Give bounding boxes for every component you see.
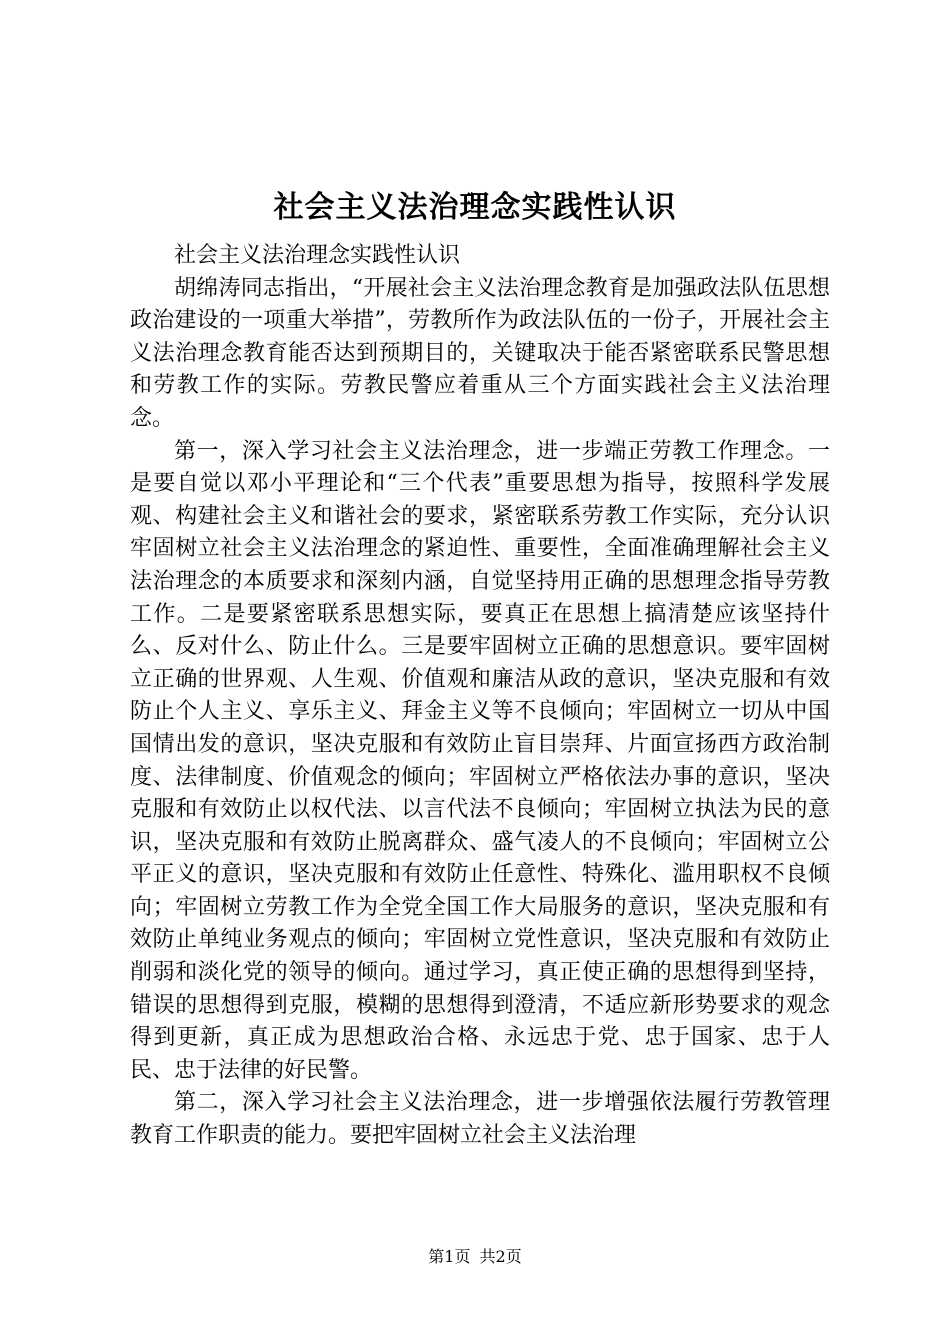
paragraph-intro: 胡绵涛同志指出，“开展社会主义法治理念教育是加强政法队伍思想政治建设的一项重大举措”，劳教所作为政法队伍的一份子，开展社会主义法治理念教育能否达到预期目的，关键取决于能否紧密联系民警思想和劳教工作的实际。劳教民警应着重从三个方面实践社会主义法治理念。 bbox=[130, 275, 830, 431]
page-footer bbox=[0, 1244, 950, 1267]
paragraph-first: 第一，深入学习社会主义法治理念，进一步端正劳教工作理念。一是要自觉以邓小平理论和“三个代表”重要思想为指导，按照科学发展观、构建社会主义和谐社会的要求，紧密联系劳教工作实际，充分认识牢固树立社会主义法治理念的紧迫性、重要性，全面准确理解社会主义法治理念的本质要求和深刻内涵，自觉坚持用正确的思想理念指导劳教工作。二是要紧密联系思想实际，要真正在思想上搞清楚应该坚持什么、反对什么、防止什么。三是要牢固树立正确的思想意识。要牢固树立正确的世界观、人生观、价值观和廉洁从政的意识，坚决克服和有效防止个人主义、享乐主义、拜金主义等不良倾向；牢固树立一切从中国国情出发的意识，坚决克服和有效防止盲目崇拜、片面宣扬西方政治制度、法律制度、价值观念的倾向；牢固树立严格依法办事的意识，坚决克服和有效防止以权代法、以言代法不良倾向；牢固树立执法为民的意识，坚决克服和有效防止脱离群众、盛气凌人的不良倾向；牢固树立公平正义的意识，坚决克服和有效防止任意性、特殊化、滥用职权不良倾向；牢固树立劳教工作为全党全国工作大局服务的意识，坚决克服和有效防止单纯业务观点的倾向；牢固树立党性意识，坚决克服和有效防止削弱和淡化党的领导的倾向。通过学习，真正使正确的思想得到坚持，错误的思想得到克服，模糊的思想得到澄清，不适应新形势要求的观念得到更新，真正成为思想政治合格、永远忠于党、忠于国家、忠于人民、忠于法律的好民警。 bbox=[130, 438, 830, 1083]
document-title: 社会主义法治理念实践性认识 bbox=[273, 190, 677, 225]
document-body bbox=[130, 240, 830, 1153]
paragraph-subtitle: 社会主义法治理念实践性认识 bbox=[174, 243, 461, 268]
paragraph-second: 第二，深入学习社会主义法治理念，进一步增强依法履行劳教管理教育工作职责的能力。要把牢固树立社会主义法治理 bbox=[130, 1090, 830, 1149]
page-total: 共2页 bbox=[479, 1247, 522, 1266]
page-number: 第1页 bbox=[428, 1247, 471, 1266]
